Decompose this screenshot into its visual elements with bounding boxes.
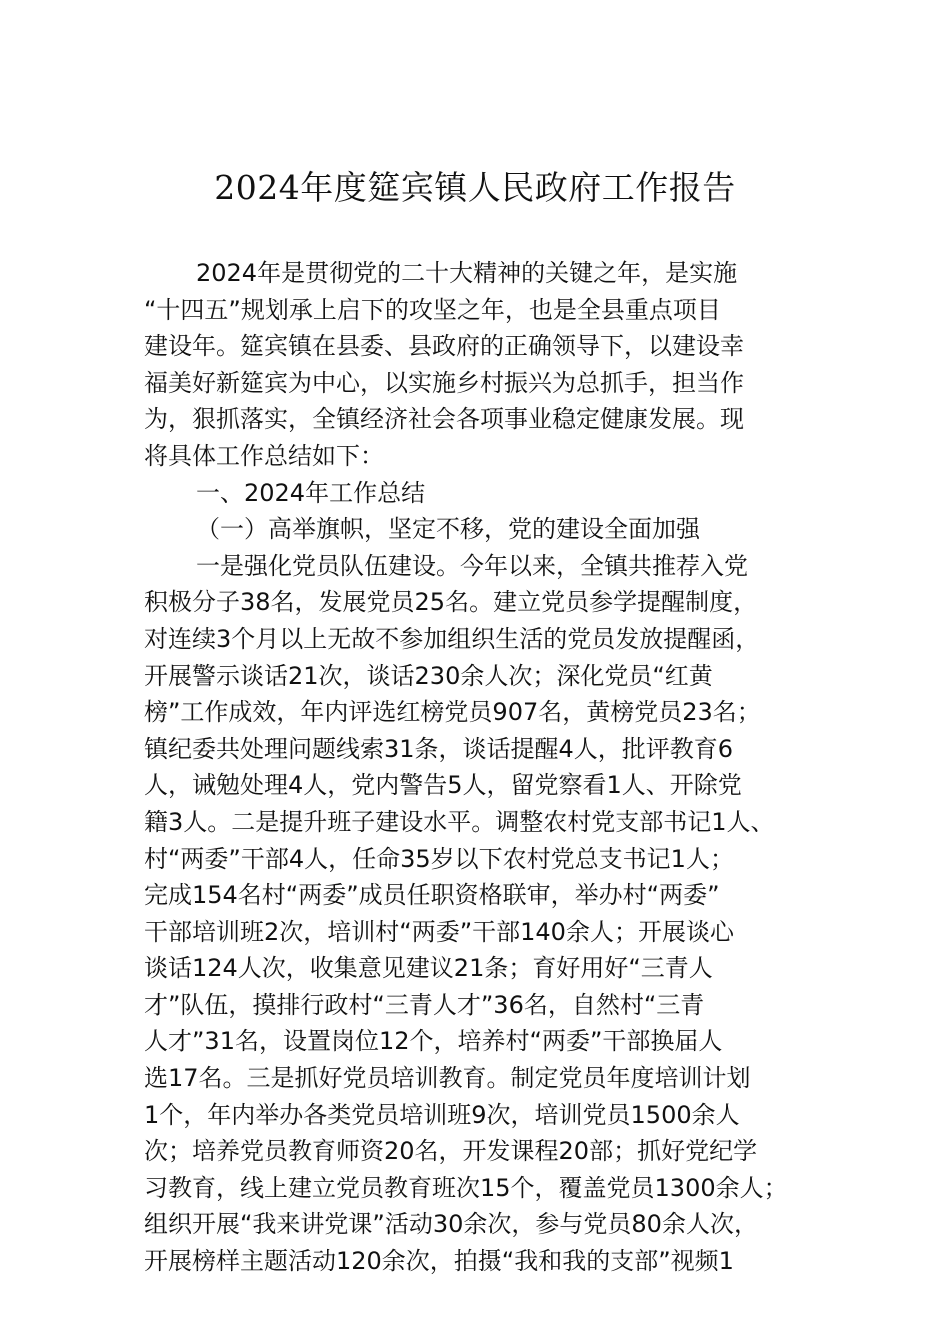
body-line: 镇纪委共处理问题线索31条，谈话提醒4人，批评教育6 [144,734,734,763]
body-line: 村“两委”干部4人，任命35岁以下农村党总支书记1人； [144,844,734,873]
body-line: 开展警示谈话21次，谈话230余人次；深化党员“红黄 [144,661,713,690]
body-line: 为，狠抓落实，全镇经济社会各项事业稳定健康发展。现 [144,405,744,434]
body-line: 组织开展“我来讲党课”活动30余次，参与党员80余人次， [144,1210,758,1239]
subsection-heading: （一）高举旗帜，坚定不移，党的建设全面加强 [196,515,700,544]
body-line: 一是强化党员队伍建设。今年以来，全镇共推荐入党 [196,551,748,580]
body-line: 次；培养党员教育师资20名，开发课程20部；抓好党纪学 [144,1137,758,1166]
body-line: 开展榜样主题活动120余次，拍摄“我和我的支部”视频1 [144,1247,734,1276]
body-line: 人才”31名，设置岗位12个，培养村“两委”干部换届人 [144,1027,723,1056]
body-line: 对连续3个月以上无故不参加组织生活的党员发放提醒函， [144,624,760,653]
body-line: 1个，年内举办各类党员培训班9次，培训党员1500余人 [144,1100,740,1129]
document-title: 2024年度筵宾镇人民政府工作报告 [214,168,736,207]
body-line: 籍3人。二是提升班子建设水平。调整农村党支部书记1人、 [144,807,775,836]
body-line: 习教育，线上建立党员教育班次15个，覆盖党员1300余人； [144,1173,788,1202]
body-line: 福美好新筵宾为中心，以实施乡村振兴为总抓手，担当作 [144,368,744,397]
body-line: 选17名。三是抓好党员培训教育。制定党员年度培训计划 [144,1064,751,1093]
body-line: 2024年是贯彻党的二十大精神的关键之年，是实施 [196,259,738,287]
document-body [144,255,834,1280]
body-line: 干部培训班2次，培训村“两委”干部140余人；开展谈心 [144,917,734,946]
body-line: “十四五”规划承上启下的攻坚之年，也是全县重点项目 [144,295,721,324]
body-line: 谈话124人次，收集意见建议21条；育好用好“三青人 [144,954,713,983]
body-line: 将具体工作总结如下： [144,441,384,470]
body-line: 积极分子38名，发展党员25名。建立党员参学提醒制度， [144,588,758,617]
body-line: 人，诫勉处理4人，党内警告5人，留党察看1人、开除党 [144,771,742,800]
body-line: 榜”工作成效，年内评选红榜党员907名，黄榜党员23名； [144,698,761,727]
body-line: 才”队伍，摸排行政村“三青人才”36名，自然村“三青 [144,990,705,1019]
body-line: 完成154名村“两委”成员任职资格联审，举办村“两委” [144,881,720,910]
section-heading: 一、2024年工作总结 [196,478,426,507]
body-line: 建设年。筵宾镇在县委、县政府的正确领导下，以建设幸 [144,332,744,361]
